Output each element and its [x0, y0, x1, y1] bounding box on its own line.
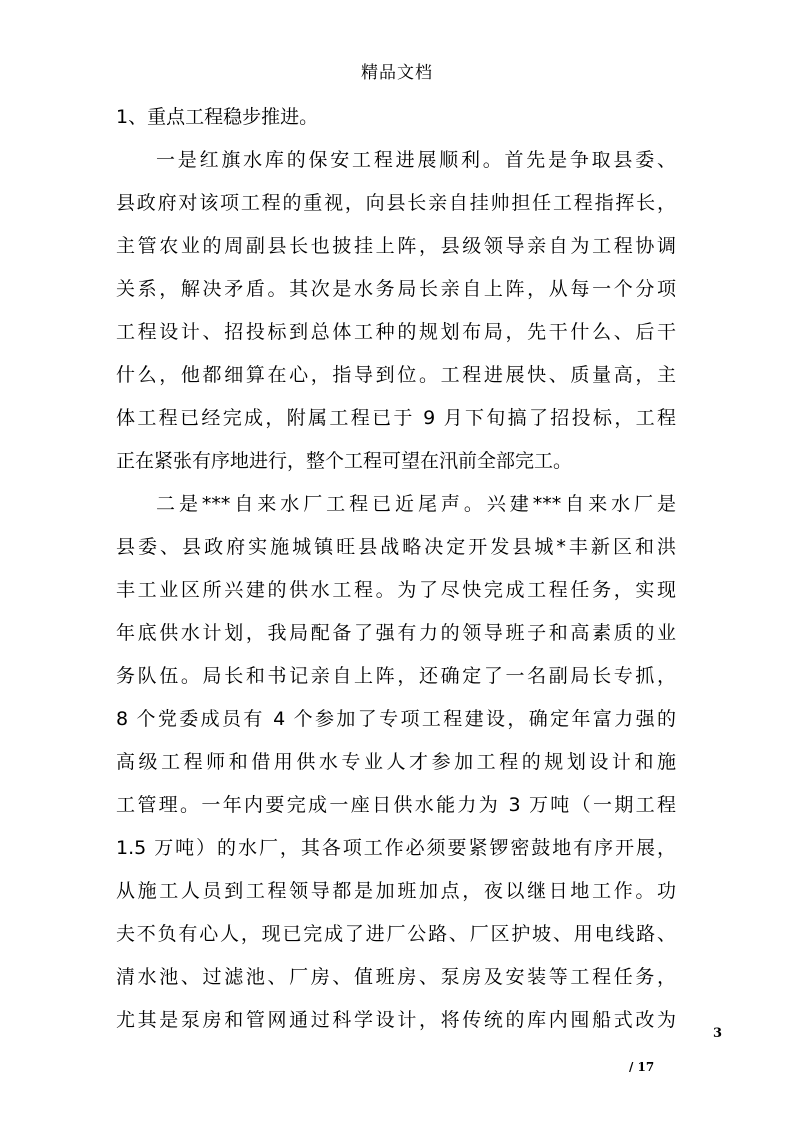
text-line: 主管农业的周副县长也披挂上阵，县级领导亲自为工程协调 — [116, 235, 676, 257]
text-line: 高级工程师和借用供水专业人才参加工程的规划设计和施 — [116, 751, 676, 773]
text-line: 正在紧张有序地进行，整个工程可望在汛前全部完工。 — [116, 450, 573, 472]
text-line: 二是***自来水厂工程已近尾声。兴建***自来水厂是 — [156, 493, 676, 515]
text-line: 从施工人员到工程领导都是加班加点，夜以继日地工作。功 — [116, 880, 676, 902]
text-line: 关系，解决矛盾。其次是水务局长亲自上阵，从每一个分项 — [116, 278, 676, 300]
text-line: 尤其是泵房和管网通过科学设计，将传统的库内囤船式改为 — [116, 1009, 676, 1031]
text-line: 一是红旗水库的保安工程进展顺利。首先是争取县委、 — [156, 149, 676, 171]
text-line: 县政府对该项工程的重视，向县长亲自挂帅担任工程指挥长， — [116, 192, 676, 214]
text-line: 务队伍。局长和书记亲自上阵，还确定了一名副局长专抓， — [116, 665, 676, 687]
text-line: 工管理。一年内要完成一座日供水能力为 3 万吨（一期工程 — [116, 794, 676, 816]
text-line: 夫不负有心人，现已完成了进厂公路、厂区护坡、用电线路、 — [116, 923, 676, 945]
text-line: 8 个党委成员有 4 个参加了专项工程建设，确定年富力强的 — [116, 708, 676, 730]
page-number: 3 — [713, 1026, 723, 1041]
text-line: 丰工业区所兴建的供水工程。为了尽快完成工程任务，实现 — [116, 579, 676, 601]
page-total: / 17 — [629, 1060, 655, 1074]
section-heading: 1、重点工程稳步推进。 — [116, 106, 319, 128]
text-line: 县委、县政府实施城镇旺县战略决定开发县城*丰新区和洪 — [116, 536, 676, 558]
text-line: 工程设计、招投标到总体工种的规划布局，先干什么、后干 — [116, 321, 676, 343]
text-line: 体工程已经完成，附属工程已于 9 月下旬搞了招投标，工程 — [116, 407, 676, 429]
text-line: 什么，他都细算在心，指导到位。工程进展快、质量高，主 — [116, 364, 676, 386]
text-line: 年底供水计划，我局配备了强有力的领导班子和高素质的业 — [116, 622, 676, 644]
text-line: 1.5 万吨）的水厂，其各项工作必须要紧锣密鼓地有序开展， — [116, 837, 676, 859]
page-header-title: 精品文档 — [361, 63, 433, 83]
text-line: 清水池、过滤池、厂房、值班房、泵房及安装等工程任务， — [116, 966, 676, 988]
